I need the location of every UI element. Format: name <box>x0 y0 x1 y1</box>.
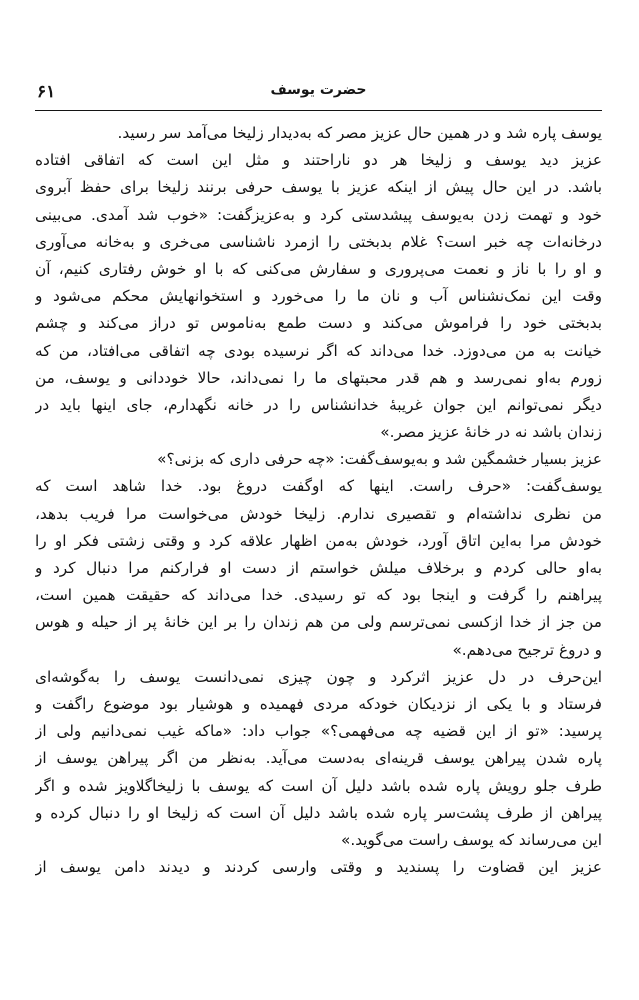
text-line: پیراهن از طرف پشت‌سر پاره شده باشد دلیل آن است که زلیخا او را دنبال کرده و <box>35 803 602 822</box>
text-line: من نظری نداشته‌ام و تقصیری ندارم. زلیخا خودش می‌خواست مرا فریب بدهد، <box>35 504 602 523</box>
text-line: این می‌رساند که یوسف راست می‌گوید.» <box>341 830 602 849</box>
text-line: خودش مرا به‌این اتاق آورد، خودش به‌من اظهار علاقه کرد و وقتی زشتی فکر او را <box>35 531 602 550</box>
text-line: درخانه‌ات چه خبر است؟ غلام بدبختی را ازمرد ناشناسی می‌خری و به‌خانه می‌آوری <box>35 232 602 251</box>
text-line: فرستاد و با یکی از نزدیکان خودکه مردی فهمیده و هوشیار بود موضوع راگفت و <box>35 694 602 713</box>
text-line: یوسف پاره شد و در همین حال عزیز مصر که به‌دیدار زلیخا می‌آمد سر رسید. <box>117 124 602 142</box>
text-line: من جز از خدا ازکسی نمی‌ترسم ولی من هم زندان را بر این خانهٔ پر از حیله و هوس <box>35 613 602 632</box>
header-rule <box>35 110 602 111</box>
page-header <box>35 78 602 108</box>
text-line: زندان باشد نه در خانهٔ عزیز مصر.» <box>380 423 602 442</box>
text-line: عزیز دید یوسف و زلیخا هر دو ناراحتند و مثل این است که اتفاقی افتاده <box>35 151 602 170</box>
text-line: و او را با ناز و نعمت می‌پروری و سفارش می‌کنی که با او خوش رفتاری کنیم، آن <box>35 259 602 278</box>
running-title: حضرت یوسف <box>270 82 367 98</box>
text-line: طرف جلو رویش پاره شده باشد دلیل آن است که یوسف با زلیخاگلاویز شده و اگر <box>35 776 602 795</box>
text-line: این‌حرف در دل عزیز اثرکرد و چون چیزی نمی‌دانست یوسف را به‌گوشه‌ای <box>35 667 602 686</box>
text-line: زورم به‌او نمی‌رسد و هم قدر محبتهای ما را نمی‌داند، حالا خوددانی و یوسف، من <box>35 368 602 387</box>
text-line: خیانت به من می‌دوزد. خدا می‌داند که اگر نرسیده بودی چه اتفاقی می‌افتاد، من که <box>35 341 602 360</box>
text-line: یوسف‌گفت: «حرف راست. اینها که اوگفت دروغ بود. خدا شاهد است که <box>35 477 602 496</box>
body-text <box>35 120 602 881</box>
text-line: بدبختی خود را فراموش می‌کند و دست طمع به‌ناموس تو دراز می‌کند و چشم <box>35 314 602 333</box>
text-line: وقت این نمک‌نشناس آب و نان ما را می‌خورد و استخوانهایش محکم می‌شود و <box>35 287 602 306</box>
text-line: باشد. در این حال پیش از اینکه عزیز با یوسف حرفی برنند زلیخا برای حفظ آبروی <box>35 178 602 197</box>
text-line: عزیز بسیار خشمگین شد و به‌یوسف‌گفت: «چه حرفی داری که بزنی؟» <box>157 450 602 469</box>
text-line: پاره شدن پیراهن یوسف قرینه‌ای به‌دست می‌آید. به‌نظر من اگر پیراهن یوسف از <box>35 749 602 768</box>
text-line: به‌او حالی کردم و برخلاف میلش خواستم از دست او فرارکنم مرا دنبال کرد و <box>35 559 602 577</box>
text-line: پیراهنم را گرفت و اینجا بود که تو رسیدی. خدا می‌داند که حقیقت همین است، <box>35 586 602 605</box>
text-line: دیگر نمی‌توانم این جوان غریبهٔ خدانشناس را در خانه نگهدارم، جای اینها باید در <box>35 395 602 414</box>
text-line: پرسید: «تو از این قضیه چه می‌فهمی؟» جواب داد: «ماکه غیب نمی‌دانیم ولی از <box>35 722 602 741</box>
text-line: خود و تهمت زدن به‌یوسف پیشدستی کرد و به‌عزیزگفت: «خوب شد آمدی. می‌بینی <box>35 205 602 224</box>
text-line: و دروغ ترجیح می‌دهم.» <box>452 640 602 659</box>
text-line: عزیز این قضاوت را پسندید و وقتی وارسی کردند و دیدند دامن یوسف از <box>35 858 602 877</box>
page-number: ۶۱ <box>37 82 56 102</box>
